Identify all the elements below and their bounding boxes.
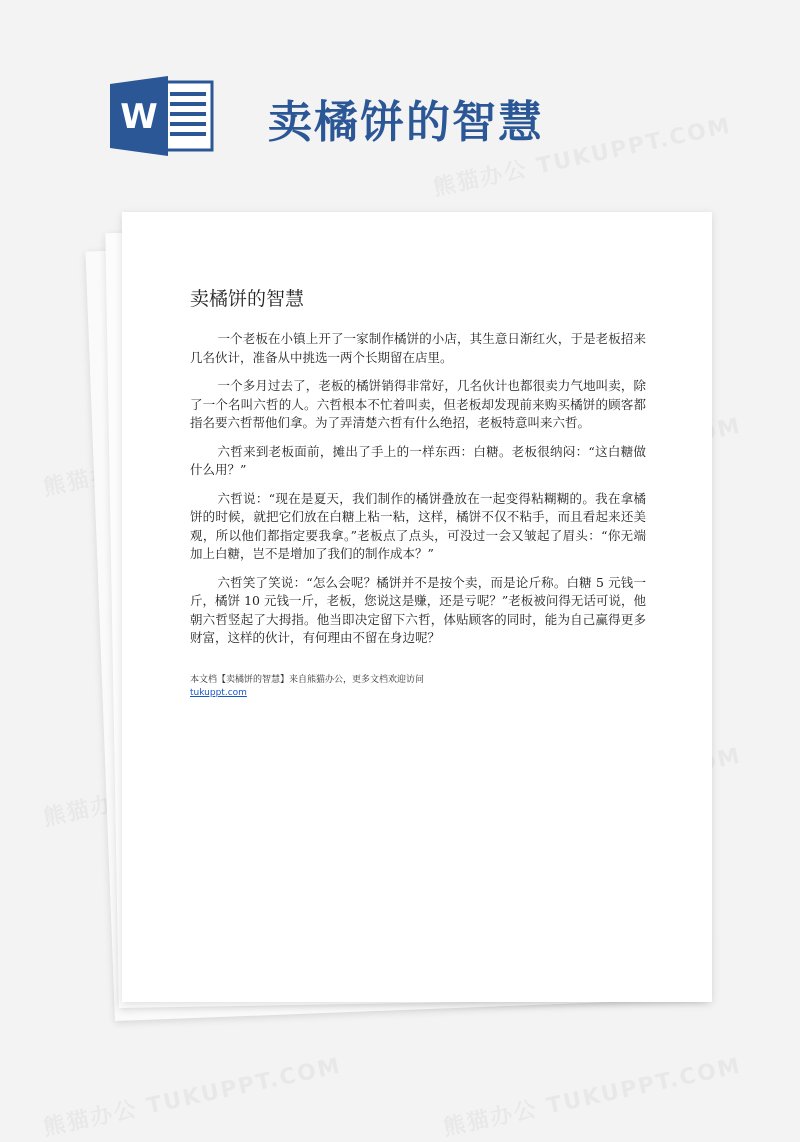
paragraph: 六哲来到老板面前，摊出了手上的一样东西：白糖。老板很纳闷：“这白糖做什么用？” bbox=[190, 443, 646, 477]
document-body bbox=[190, 330, 646, 658]
banner-title: 卖橘饼的智慧 bbox=[268, 97, 544, 148]
watermark bbox=[440, 1049, 744, 1142]
source-note bbox=[190, 674, 424, 700]
paragraph: 六哲笑了笑说：“怎么会呢？橘饼并不是按个卖，而是论斤称。白糖 5 元钱一斤，橘饼 10 元钱一斤，老板，您说这是赚，还是亏呢？”老板被问得无话可说，他朝六哲竖起了大拇指。他当即决定留下六哲，体贴顾客的同时，能为自己赢得更多财富，这样的伙计，有何理由不留在身边呢？ bbox=[190, 574, 646, 645]
watermark bbox=[40, 1049, 344, 1142]
source-link[interactable]: tukuppt.com bbox=[190, 688, 247, 698]
word-logo-icon bbox=[110, 76, 214, 156]
source-note-text: 本文档【卖橘饼的智慧】来自熊猫办公，更多文档欢迎访问 bbox=[190, 675, 425, 685]
paragraph: 六哲说：“现在是夏天，我们制作的橘饼叠放在一起变得粘糊糊的。我在拿橘饼的时候，就把它们放在白糖上粘一粘，这样，橘饼不仅不粘手，而且看起来还美观，所以他们都指定要我拿。”老板点了点头，可没过一会又皱起了眉头：“你无端加上白糖，岂不是增加了我们的制作成本？” bbox=[190, 490, 646, 561]
paragraph: 一个老板在小镇上开了一家制作橘饼的小店，其生意日渐红火，于是老板招来几名伙计，准备从中挑选一两个长期留在店里。 bbox=[190, 331, 646, 365]
document-title: 卖橘饼的智慧 bbox=[190, 288, 305, 310]
paragraph: 一个多月过去了，老板的橘饼销得非常好，几名伙计也都很卖力气地叫卖，除了一个名叫六哲的人。六哲根本不忙着叫卖，但老板却发现前来购买橘饼的顾客都指名要六哲帮他们拿。为了弄清楚六哲有什么绝招，老板特意叫来六哲。 bbox=[190, 378, 646, 430]
word-logo-letter: W bbox=[120, 97, 158, 137]
